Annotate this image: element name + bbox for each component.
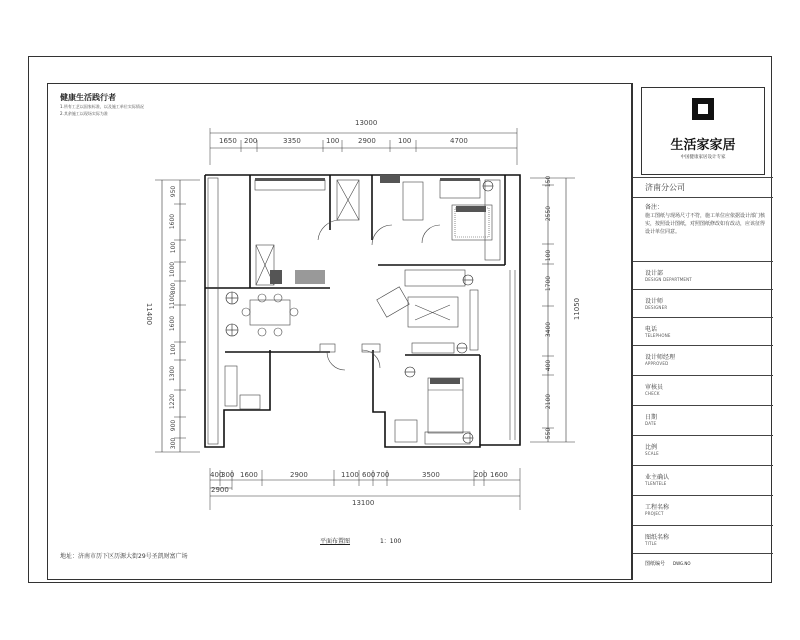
address-text: 地址：济南市历下区历源大街29号圣凯财富广场 (60, 553, 188, 560)
project-note-2: 2.其余施工以现场实际为准 (60, 111, 108, 116)
dim-left-seg: 100 (170, 343, 178, 356)
dim-right-seg: 550 (545, 427, 553, 440)
dim-bottom-seg: 200 (474, 471, 488, 479)
tb-row-label: 工程名称 (645, 504, 670, 511)
dim-top-seg: 100 (326, 137, 340, 145)
tb-row-label-en: TITLE (645, 541, 657, 546)
dim-top-seg: 100 (398, 137, 412, 145)
tb-row (633, 465, 773, 495)
drawing-no-value: DWG.NO (673, 561, 691, 566)
dim-right-total: 11050 (573, 297, 582, 321)
dim-top-total: 13000 (355, 119, 378, 127)
project-note-1: 1.所有工艺以国家标准，以及施工单位实际情况 (60, 104, 144, 109)
dim-left-seg: 1100 (169, 293, 177, 310)
dim-right-seg: 400 (545, 359, 553, 372)
tb-row (633, 317, 773, 347)
tb-row-label-en: DESIGNER (645, 305, 668, 310)
dim-left-seg: 1600 (169, 213, 177, 230)
dim-left-seg: 1220 (169, 393, 177, 410)
remarks-text: 施工图纸与现场尺寸不符，施工单位应依据设计部门核实，按照设计图纸，对照图纸修改如有改动，应该征得设计单位同意。 (645, 213, 766, 235)
tb-row (633, 345, 773, 375)
dim-top-seg: 2900 (358, 137, 376, 145)
dim-right-seg: 2550 (545, 205, 553, 222)
tb-row-label-en: TLENTELE (645, 481, 667, 486)
dim-bottom-seg: 700 (376, 471, 390, 479)
tb-row (633, 525, 773, 555)
dim-bottom-seg: 1600 (490, 471, 508, 479)
dim-left-seg: 100 (170, 241, 178, 254)
tb-row-branch (633, 177, 773, 197)
dim-left-total: 11400 (145, 302, 154, 326)
project-title: 健康生活践行者 (60, 93, 116, 102)
dim-left-seg: 900 (170, 419, 178, 432)
tb-row-remarks (633, 197, 773, 261)
tb-row (633, 435, 773, 465)
logo-subtitle: 中国健康家居设计专家 (680, 155, 726, 160)
tb-row (633, 261, 773, 291)
dim-left-seg: 1300 (169, 365, 177, 382)
dim-right-seg: 150 (545, 175, 553, 188)
dim-right-seg: 1700 (545, 275, 553, 292)
tb-row-label: 业主确认 (645, 474, 670, 481)
dim-left-seg: 950 (170, 185, 178, 198)
tb-row-label-en: PROJECT (645, 511, 664, 516)
tb-row-label: 设计部 (645, 270, 664, 277)
tb-row-label-en: APPROVED (645, 361, 669, 366)
dim-bottom-total: 13100 (352, 499, 375, 507)
tb-row (633, 375, 773, 405)
remarks-label: 备注： (645, 204, 664, 211)
tb-row-label: 设计师 (645, 298, 664, 305)
drawing-scale: 1：100 (379, 538, 402, 545)
tb-row-label: 电话 (645, 326, 658, 333)
tb-row (633, 405, 773, 435)
tb-row-drawing-no (633, 553, 773, 580)
dim-bottom-seg: 3500 (422, 471, 440, 479)
dim-right-seg: 2100 (545, 393, 553, 410)
tb-row (633, 289, 773, 319)
tb-row-label-en: CHECK (645, 391, 660, 396)
dim-top-seg: 200 (244, 137, 258, 145)
drawing-caption-text: 平面布置图 (320, 538, 351, 545)
tb-row-label: 设计师经理 (645, 354, 676, 361)
dim-bottom-seg: 1600 (240, 471, 258, 479)
dim-top-seg: 3350 (283, 137, 301, 145)
tb-row-label-en: DATE (645, 421, 657, 426)
tb-row-label: 比例 (645, 444, 658, 451)
dim-left-seg: 300 (170, 437, 178, 450)
logo-text: 生活家家居 (670, 138, 736, 153)
title-block (632, 83, 772, 580)
tb-row-label-en: DESIGN DEPARTMENT (645, 277, 692, 282)
logo-mark-icon (692, 98, 714, 120)
tb-row-label-en: SCALE (645, 451, 659, 456)
dim-top-seg: 4700 (450, 137, 468, 145)
tb-row-label: 日期 (645, 414, 658, 421)
dim-bottom-seg: 300 (221, 471, 235, 479)
drawing-caption (320, 536, 401, 545)
dim-top-seg: 1650 (219, 137, 237, 145)
dim-right-seg: 100 (545, 249, 553, 262)
dim-bottom-sub: 2900 (211, 486, 229, 494)
dim-bottom-seg: 1100 (341, 471, 359, 479)
logo-box (641, 87, 765, 175)
dim-left-seg: 1000 (169, 261, 177, 278)
dim-left-seg: 1600 (169, 315, 177, 332)
tb-row-label-en: TELEPHONE (645, 333, 671, 338)
dim-left-seg: 800 (170, 282, 178, 295)
dim-right-seg: 3400 (545, 321, 553, 338)
tb-row (633, 495, 773, 525)
branch-name: 济南分公司 (645, 183, 685, 192)
dim-bottom-seg: 400 (210, 471, 224, 479)
dim-bottom-seg: 2900 (290, 471, 308, 479)
dim-bottom-seg: 600 (362, 471, 376, 479)
tb-row-label: 图纸名称 (645, 534, 670, 541)
drawing-no-label: 图纸编号 (645, 561, 666, 567)
tb-row-label: 审核员 (645, 384, 664, 391)
